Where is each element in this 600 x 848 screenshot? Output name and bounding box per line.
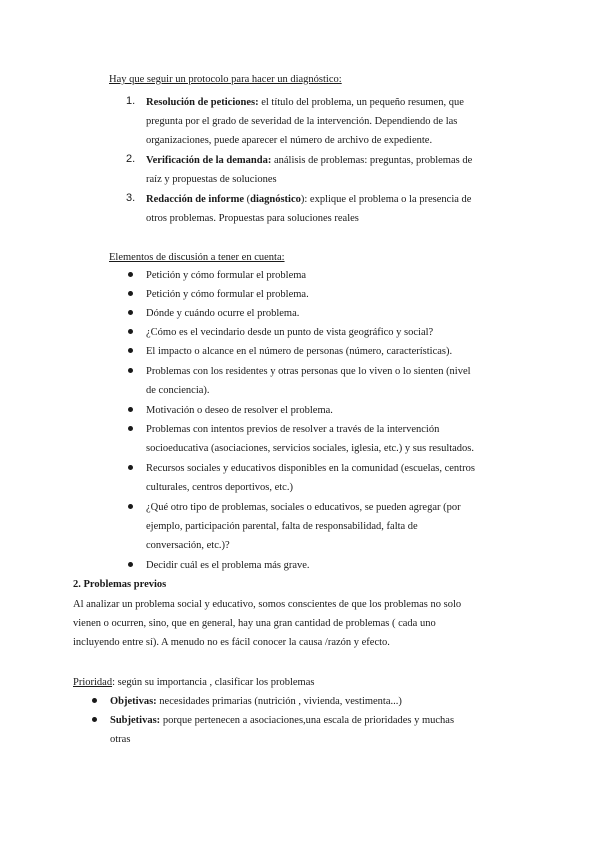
bullet-icon bbox=[128, 329, 133, 334]
list-item-text bbox=[146, 154, 472, 167]
list-number: 2. bbox=[126, 153, 136, 165]
list-item-text: pregunta por el grado de severidad de la intervención. Dependiendo de las bbox=[146, 116, 458, 127]
bullet-icon bbox=[128, 465, 133, 470]
bullet-text: Dónde y cuándo ocurre el problema. bbox=[146, 308, 300, 319]
bullet-icon bbox=[128, 348, 133, 353]
bullet-text: Decidir cuál es el problema más grave. bbox=[146, 560, 310, 571]
bullet-icon bbox=[128, 272, 133, 277]
protocol-heading: Hay que seguir un protocolo para hacer un diagnóstico: bbox=[109, 74, 342, 85]
priority-label: Prioridad bbox=[73, 677, 113, 688]
elements-heading: Elementos de discusión a tener en cuenta: bbox=[109, 252, 285, 263]
item-text: ): explique el problema o la presencia de bbox=[300, 194, 472, 205]
bullet-text: Petición y cómo formular el problema bbox=[146, 270, 307, 281]
bullet-icon bbox=[128, 426, 133, 431]
list-number: 1. bbox=[126, 95, 136, 107]
list-item-text bbox=[146, 193, 471, 206]
item-text: necesidades primarias (nutrición , vivienda, vestimenta...) bbox=[156, 696, 402, 707]
bullet-text: de conciencia). bbox=[146, 385, 210, 396]
bullet-text: Petición y cómo formular el problema. bbox=[146, 289, 309, 300]
list-item-text bbox=[146, 96, 464, 109]
priority-text: : según su importancia , clasificar los problemas bbox=[112, 677, 315, 688]
bullet-icon bbox=[128, 310, 133, 315]
bullet-text: conversación, etc.)? bbox=[146, 540, 230, 551]
section-title: 2. Problemas previos bbox=[73, 579, 167, 590]
list-item-text: raíz y propuestas de soluciones bbox=[146, 174, 277, 185]
bullet-icon bbox=[128, 562, 133, 567]
item-title: Verificación de la demanda: bbox=[146, 155, 272, 166]
bullet-text bbox=[110, 695, 402, 708]
list-item-text: organizaciones, puede aparecer el número de archivo de expediente. bbox=[146, 135, 433, 146]
item-title: diagnóstico bbox=[250, 194, 301, 205]
bullet-text: ejemplo, participación parental, falta de responsabilidad, falta de bbox=[146, 521, 418, 532]
bullet-text: ¿Cómo es el vecindario desde un punto de vista geográfico y social? bbox=[146, 327, 434, 338]
bullet-text: El impacto o alcance en el número de personas (número, características). bbox=[146, 346, 453, 357]
bullet-icon bbox=[128, 291, 133, 296]
bullet-icon bbox=[128, 368, 133, 373]
paragraph-line: Al analizar un problema social y educativo, somos conscientes de que los problemas no solo bbox=[73, 599, 462, 610]
bullet-text: Problemas con intentos previos de resolver a través de la intervención bbox=[146, 424, 440, 435]
priority-line bbox=[73, 676, 314, 689]
bullet-text: culturales, centros deportivos, etc.) bbox=[146, 482, 293, 493]
bullet-icon bbox=[128, 504, 133, 509]
bullet-icon bbox=[92, 717, 97, 722]
bullet-text: Problemas con los residentes y otras personas que lo viven o lo sienten (nivel bbox=[146, 366, 471, 377]
bullet-text: Recursos sociales y educativos disponibles en la comunidad (escuelas, centros bbox=[146, 463, 475, 474]
paragraph-line: incluyendo entre sí). A menudo no es fácil conocer la causa /razón y efecto. bbox=[73, 637, 390, 648]
bullet-text: socioeducativa (asociaciones, servicios sociales, iglesia, etc.) y sus resultados. bbox=[146, 443, 475, 454]
item-text: porque pertenecen a asociaciones,una escala de prioridades y muchas bbox=[160, 715, 455, 726]
item-text: el título del problema, un pequeño resumen, que bbox=[258, 97, 464, 108]
item-title: Subjetivas: bbox=[110, 715, 161, 726]
item-text: análisis de problemas: preguntas, problemas de bbox=[271, 155, 473, 166]
bullet-icon bbox=[128, 407, 133, 412]
item-title: Redacción de informe bbox=[146, 194, 244, 205]
item-title: Objetivas: bbox=[110, 696, 157, 707]
bullet-text bbox=[110, 714, 454, 727]
item-title: Resolución de peticiones: bbox=[146, 97, 259, 108]
list-number: 3. bbox=[126, 192, 136, 204]
list-item-text: otros problemas. Propuestas para soluciones reales bbox=[146, 213, 359, 224]
item-text: ( bbox=[243, 194, 251, 205]
bullet-text: otras bbox=[110, 734, 131, 745]
bullet-text: Motivación o deseo de resolver el problema. bbox=[146, 405, 333, 416]
paragraph-line: vienen o ocurren, sino, que en general, hay una gran cantidad de problemas ( cada uno bbox=[73, 618, 436, 629]
bullet-text: ¿Qué otro tipo de problemas, sociales o educativos, se pueden agregar (por bbox=[146, 502, 461, 513]
bullet-icon bbox=[92, 698, 97, 703]
